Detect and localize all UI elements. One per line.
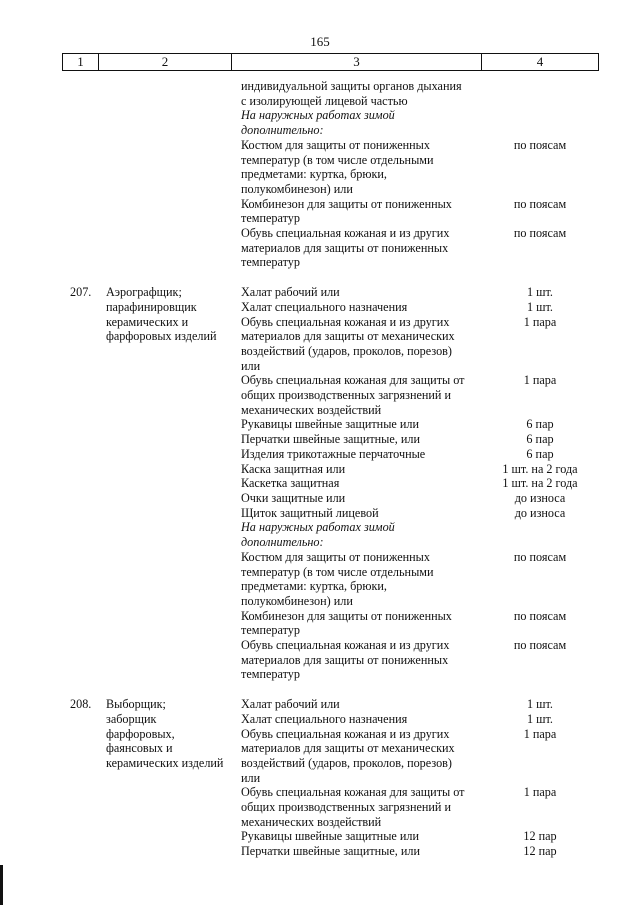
- table-row: [62, 756, 597, 771]
- header-col-4: 4: [536, 54, 544, 69]
- issue-norm: [483, 594, 597, 609]
- profession-name: [106, 579, 241, 594]
- issue-norm: 12 пар: [523, 829, 557, 844]
- equipment-item: или: [241, 770, 261, 785]
- issue-norm: 1 пара: [523, 785, 557, 800]
- item-number: [62, 211, 106, 226]
- issue-norm: [483, 94, 597, 109]
- table-row: [62, 94, 597, 109]
- profession-name: [106, 211, 241, 226]
- scan-edge: [0, 865, 3, 905]
- equipment-item: температур (в том числе отдельными: [241, 564, 434, 579]
- profession-name: [106, 167, 241, 182]
- profession-name: [106, 403, 241, 418]
- equipment-item: Обувь специальная кожаная для защиты от: [241, 373, 465, 388]
- equipment-item: материалов для защиты от пониженных: [241, 240, 449, 255]
- issue-norm: 6 пар: [526, 446, 554, 461]
- profession-name: [106, 815, 241, 830]
- item-number: [62, 815, 106, 830]
- equipment-item: Костюм для защиты от пониженных: [241, 137, 430, 152]
- equipment-item: Перчатки швейные защитные, или: [241, 844, 421, 859]
- table-row: [62, 285, 597, 300]
- item-number: [62, 373, 106, 388]
- issue-norm: [483, 535, 597, 550]
- table-row: [62, 579, 597, 594]
- table-row: [62, 403, 597, 418]
- profession-name: [106, 771, 241, 786]
- item-number: [62, 388, 106, 403]
- profession-name: [106, 241, 241, 256]
- profession-name: Аэрографщик;: [106, 285, 182, 300]
- profession-name: [106, 491, 241, 506]
- profession-name: [106, 594, 241, 609]
- item-number: [62, 94, 106, 109]
- issue-norm: [483, 623, 597, 638]
- table-row: [62, 491, 597, 506]
- issue-norm: [483, 800, 597, 815]
- equipment-item: материалов для защиты от пониженных: [241, 652, 449, 667]
- profession-name: [106, 535, 241, 550]
- equipment-item: предметами: куртка, брюки,: [241, 579, 387, 594]
- issue-norm: по поясам: [513, 608, 567, 623]
- issue-norm: 1 шт.: [527, 711, 553, 726]
- header-col-2: 2: [99, 54, 232, 70]
- table-row: [62, 741, 597, 756]
- item-number: [62, 535, 106, 550]
- issue-norm: [483, 255, 597, 270]
- profession-name: [106, 344, 241, 359]
- issue-norm: [483, 579, 597, 594]
- equipment-item: с изолирующей лицевой частью: [241, 93, 408, 108]
- table-row: [62, 388, 597, 403]
- issue-norm: по поясам: [513, 549, 567, 564]
- table-row: [62, 373, 597, 388]
- table-row: [62, 506, 597, 521]
- profession-name: [106, 417, 241, 432]
- table-row: [62, 79, 597, 94]
- profession-name: [106, 359, 241, 374]
- issue-norm: до износа: [514, 490, 566, 505]
- equipment-item: Халат рабочий или: [241, 285, 340, 300]
- profession-name: [106, 829, 241, 844]
- issue-norm: по поясам: [513, 137, 567, 152]
- profession-name: [106, 609, 241, 624]
- issue-norm: [483, 388, 597, 403]
- issue-norm: [483, 344, 597, 359]
- issue-norm: до износа: [514, 505, 566, 520]
- table-row: [62, 594, 597, 609]
- item-number: [62, 108, 106, 123]
- item-number: [62, 197, 106, 212]
- equipment-item: механических воздействий: [241, 814, 382, 829]
- profession-name: [106, 506, 241, 521]
- equipment-item: температур (в том числе отдельными: [241, 152, 434, 167]
- equipment-item: дополнительно:: [241, 123, 324, 138]
- item-number: [62, 167, 106, 182]
- item-number: [62, 609, 106, 624]
- profession-name: [106, 123, 241, 138]
- item-number: [62, 403, 106, 418]
- profession-name: [106, 476, 241, 491]
- profession-name: керамических изделий: [106, 755, 224, 770]
- equipment-item: дополнительно:: [241, 535, 324, 550]
- table-row: [62, 255, 597, 270]
- table-header: [62, 53, 599, 71]
- issue-norm: 1 пара: [523, 726, 557, 741]
- issue-norm: [483, 667, 597, 682]
- issue-norm: [483, 153, 597, 168]
- section-gap: [62, 270, 597, 285]
- equipment-item: механических воздействий: [241, 402, 382, 417]
- profession-name: [106, 226, 241, 241]
- item-number: [62, 241, 106, 256]
- item-number: [62, 844, 106, 859]
- issue-norm: [483, 123, 597, 138]
- equipment-item: Рукавицы швейные защитные или: [241, 417, 419, 432]
- profession-name: [106, 447, 241, 462]
- equipment-item: Обувь специальная кожаная и из других: [241, 638, 450, 653]
- equipment-item: Очки защитные или: [241, 490, 346, 505]
- table-row: [62, 123, 597, 138]
- item-number: [62, 506, 106, 521]
- equipment-item: общих производственных загрязнений и: [241, 800, 452, 815]
- profession-name: керамических и: [106, 314, 189, 329]
- profession-name: [106, 79, 241, 94]
- profession-name: [106, 520, 241, 535]
- table-row: [62, 712, 597, 727]
- table-row: [62, 108, 597, 123]
- item-number: [62, 79, 106, 94]
- item-number: [62, 462, 106, 477]
- profession-name: [106, 197, 241, 212]
- header-col-3: 3: [232, 54, 482, 70]
- table-row: [62, 771, 597, 786]
- equipment-item: Обувь специальная кожаная и из других: [241, 314, 450, 329]
- table-body: [62, 79, 597, 859]
- equipment-item: индивидуальной защиты органов дыхания: [241, 79, 462, 93]
- profession-name: [106, 108, 241, 123]
- table-row: [62, 565, 597, 580]
- profession-name: [106, 638, 241, 653]
- table-row: [62, 359, 597, 374]
- profession-name: [106, 653, 241, 668]
- equipment-item: Щиток защитный лицевой: [241, 505, 379, 520]
- item-number: [62, 359, 106, 374]
- equipment-item: На наружных работах зимой: [241, 108, 395, 123]
- table-row: [62, 844, 597, 859]
- item-number: [62, 255, 106, 270]
- table-row: [62, 344, 597, 359]
- profession-name: парафинировщик: [106, 299, 197, 314]
- equipment-item: Обувь специальная кожаная и из других: [241, 226, 450, 241]
- equipment-item: На наружных работах зимой: [241, 520, 395, 535]
- table-row: [62, 550, 597, 565]
- equipment-item: Рукавицы швейные защитные или: [241, 829, 419, 844]
- equipment-item: общих производственных загрязнений и: [241, 388, 452, 403]
- issue-norm: [483, 359, 597, 374]
- table-row: [62, 226, 597, 241]
- issue-norm: 6 пар: [526, 432, 554, 447]
- table-row: [62, 623, 597, 638]
- section-gap: [62, 682, 597, 697]
- profession-name: Выборщик;: [106, 697, 166, 712]
- item-number: [62, 565, 106, 580]
- issue-norm: 1 шт.: [527, 299, 553, 314]
- table-row: [62, 829, 597, 844]
- issue-norm: по поясам: [513, 196, 567, 211]
- issue-norm: 6 пар: [526, 417, 554, 432]
- issue-norm: [483, 108, 597, 123]
- profession-name: фаянсовых и: [106, 741, 173, 756]
- equipment-item: температур: [241, 211, 300, 226]
- profession-name: [106, 785, 241, 800]
- profession-name: [106, 623, 241, 638]
- item-number: [62, 667, 106, 682]
- equipment-item: материалов для защиты от механических: [241, 741, 455, 756]
- issue-norm: [483, 771, 597, 786]
- table-row: [62, 667, 597, 682]
- equipment-item: или: [241, 358, 261, 373]
- profession-name: [106, 462, 241, 477]
- equipment-item: температур: [241, 623, 300, 638]
- profession-name: [106, 138, 241, 153]
- profession-name: [106, 844, 241, 859]
- profession-name: [106, 182, 241, 197]
- table-row: [62, 417, 597, 432]
- item-number: [62, 138, 106, 153]
- table-row: [62, 815, 597, 830]
- equipment-item: Обувь специальная кожаная и из других: [241, 726, 450, 741]
- table-row: [62, 138, 597, 153]
- equipment-item: температур: [241, 255, 300, 270]
- profession-name: заборщик: [106, 711, 157, 726]
- issue-norm: [483, 653, 597, 668]
- profession-name: [106, 388, 241, 403]
- page-number: 165: [310, 34, 330, 49]
- issue-norm: [483, 520, 597, 535]
- table-row: [62, 197, 597, 212]
- table-row: [62, 329, 597, 344]
- table-row: [62, 182, 597, 197]
- equipment-item: воздействий (ударов, проколов, порезов): [241, 755, 452, 770]
- table-row: [62, 609, 597, 624]
- issue-norm: [483, 329, 597, 344]
- table-row: [62, 315, 597, 330]
- item-number: [62, 653, 106, 668]
- profession-name: [106, 667, 241, 682]
- table-row: [62, 211, 597, 226]
- item-number: [62, 785, 106, 800]
- item-number: [62, 829, 106, 844]
- profession-name: [106, 432, 241, 447]
- table-row: [62, 785, 597, 800]
- table-row: [62, 447, 597, 462]
- issue-norm: [483, 565, 597, 580]
- table-row: [62, 241, 597, 256]
- equipment-item: Халат рабочий или: [241, 697, 340, 712]
- equipment-item: воздействий (ударов, проколов, порезов): [241, 343, 452, 358]
- item-number: [62, 329, 106, 344]
- table-row: [62, 653, 597, 668]
- profession-name: [106, 800, 241, 815]
- item-number: [62, 123, 106, 138]
- table-row: [62, 153, 597, 168]
- issue-norm: [483, 815, 597, 830]
- profession-name: [106, 255, 241, 270]
- profession-name: фарфоровых,: [106, 726, 175, 741]
- table-row: [62, 727, 597, 742]
- issue-norm: 12 пар: [523, 844, 557, 859]
- table-row: [62, 476, 597, 491]
- equipment-item: Халат специального назначения: [241, 711, 408, 726]
- item-number: [62, 727, 106, 742]
- item-number: [62, 741, 106, 756]
- item-number: [62, 300, 106, 315]
- equipment-item: Комбинезон для защиты от пониженных: [241, 608, 452, 623]
- item-number: [62, 800, 106, 815]
- profession-name: [106, 373, 241, 388]
- equipment-item: Комбинезон для защиты от пониженных: [241, 196, 452, 211]
- issue-norm: по поясам: [513, 226, 567, 241]
- item-number: [62, 712, 106, 727]
- item-number: [62, 594, 106, 609]
- equipment-item: Костюм для защиты от пониженных: [241, 549, 430, 564]
- issue-norm: [483, 211, 597, 226]
- issue-norm: [483, 167, 597, 182]
- item-number: [62, 476, 106, 491]
- header-col-1: 1: [63, 54, 99, 70]
- equipment-item: Перчатки швейные защитные, или: [241, 432, 421, 447]
- table-row: [62, 638, 597, 653]
- equipment-item: Каскетка защитная: [241, 476, 340, 491]
- issue-norm: [483, 79, 597, 94]
- issue-norm: [483, 403, 597, 418]
- item-number: [62, 417, 106, 432]
- item-number: [62, 520, 106, 535]
- equipment-item: Изделия трикотажные перчаточные: [241, 446, 426, 461]
- item-number: [62, 447, 106, 462]
- table-row: [62, 697, 597, 712]
- item-number: 208.: [70, 697, 92, 712]
- item-number: [62, 226, 106, 241]
- issue-norm: 1 шт.: [527, 697, 553, 712]
- issue-norm: 1 шт.: [527, 285, 553, 300]
- item-number: [62, 344, 106, 359]
- equipment-item: Обувь специальная кожаная для защиты от: [241, 785, 465, 800]
- profession-name: [106, 153, 241, 168]
- table-row: [62, 800, 597, 815]
- profession-name: фарфоровых изделий: [106, 329, 217, 344]
- table-row: [62, 432, 597, 447]
- issue-norm: 1 шт. на 2 года: [502, 461, 578, 476]
- item-number: [62, 153, 106, 168]
- item-number: [62, 579, 106, 594]
- equipment-item: материалов для защиты от механических: [241, 329, 455, 344]
- table-row: [62, 462, 597, 477]
- item-number: [62, 182, 106, 197]
- issue-norm: [483, 756, 597, 771]
- issue-norm: 1 пара: [523, 373, 557, 388]
- table-row: [62, 520, 597, 535]
- table-row: [62, 167, 597, 182]
- issue-norm: [483, 741, 597, 756]
- equipment-item: полукомбинезон) или: [241, 593, 353, 608]
- item-number: [62, 432, 106, 447]
- equipment-item: полукомбинезон) или: [241, 181, 353, 196]
- issue-norm: 1 шт. на 2 года: [502, 476, 578, 491]
- table-row: [62, 535, 597, 550]
- profession-name: [106, 565, 241, 580]
- table-row: [62, 300, 597, 315]
- issue-norm: [483, 241, 597, 256]
- item-number: [62, 771, 106, 786]
- item-number: [62, 315, 106, 330]
- item-number: [62, 491, 106, 506]
- profession-name: [106, 550, 241, 565]
- issue-norm: 1 пара: [523, 314, 557, 329]
- equipment-item: предметами: куртка, брюки,: [241, 167, 387, 182]
- equipment-item: Каска защитная или: [241, 461, 346, 476]
- issue-norm: [483, 182, 597, 197]
- equipment-item: температур: [241, 667, 300, 682]
- item-number: [62, 638, 106, 653]
- item-number: [62, 623, 106, 638]
- profession-name: [106, 94, 241, 109]
- equipment-item: Халат специального назначения: [241, 299, 408, 314]
- item-number: [62, 550, 106, 565]
- item-number: 207.: [70, 285, 92, 300]
- issue-norm: по поясам: [513, 638, 567, 653]
- item-number: [62, 756, 106, 771]
